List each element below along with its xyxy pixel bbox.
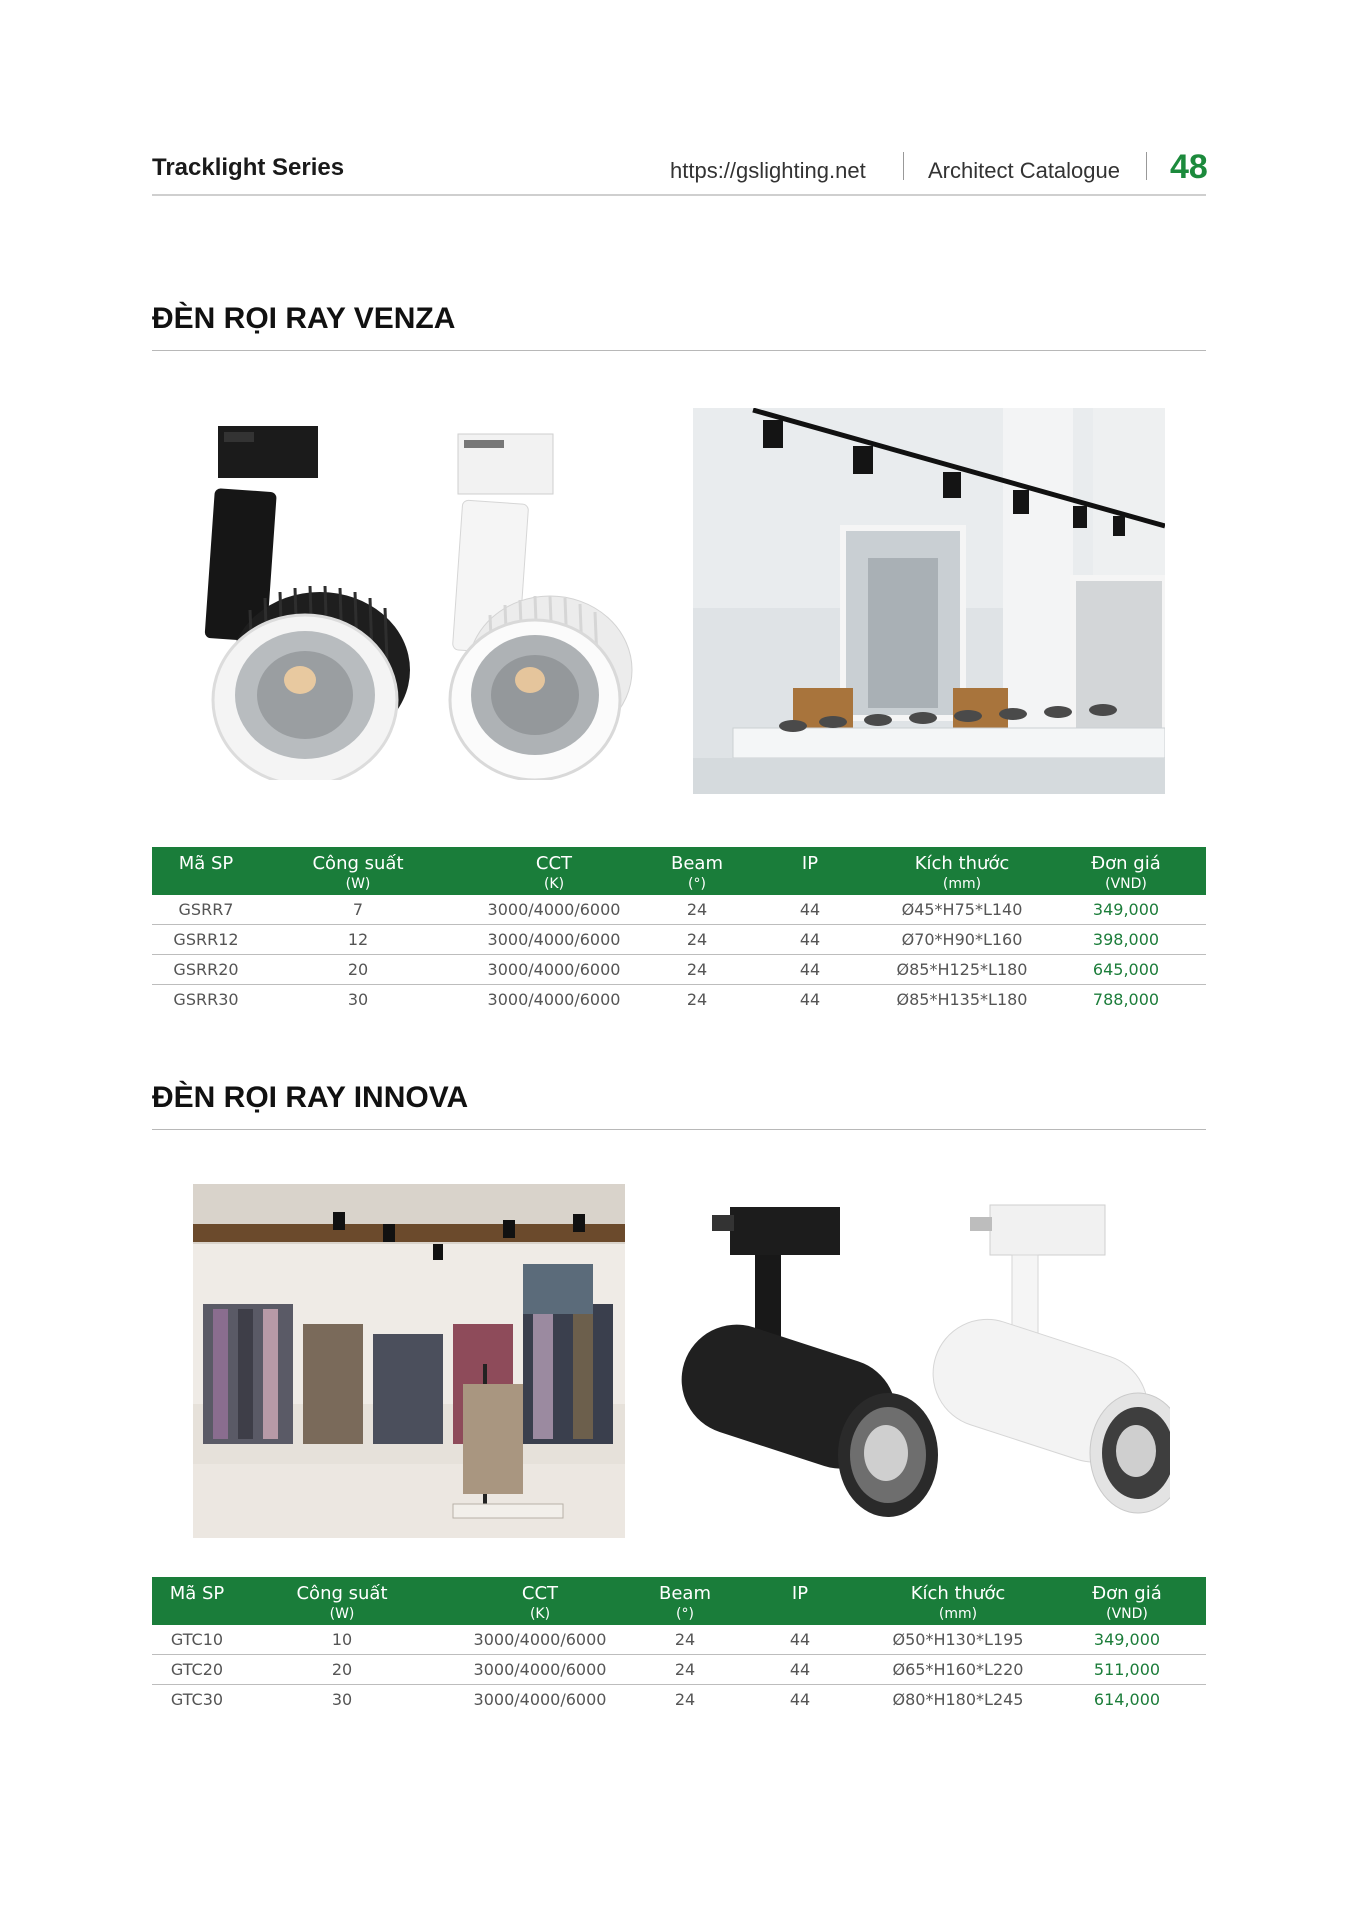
cell-ip: 44	[742, 955, 878, 985]
table-row	[152, 955, 1206, 985]
cell-price: 788,000	[1092, 990, 1160, 1009]
cell-code: GSRR12	[152, 925, 260, 955]
cell-ip: 44	[742, 925, 878, 955]
cell-price: 645,000	[1046, 955, 1206, 985]
cell-beam: 24	[686, 990, 708, 1009]
cell-beam: 24	[674, 1690, 696, 1709]
venza-scene-image	[693, 408, 1165, 794]
cell-power: 20	[242, 1655, 442, 1685]
innova-scene-image	[193, 1184, 625, 1538]
col-header-beam: Beam (°)	[671, 853, 723, 892]
table-row	[152, 925, 1206, 955]
cell-cct: 3000/4000/6000	[456, 955, 652, 985]
cell-code: GTC10	[152, 1625, 242, 1655]
section-title-venza: ĐÈN RỌI RAY VENZA	[152, 302, 456, 335]
header-divider	[1146, 152, 1147, 180]
table-header-row	[152, 1577, 1206, 1625]
header-divider	[903, 152, 904, 180]
cell-beam: 24	[652, 925, 742, 955]
cell-size: Ø45*H75*L140	[878, 895, 1046, 925]
cell-code: GTC30	[170, 1690, 224, 1709]
cell-beam: 24	[638, 1625, 732, 1655]
section-rule	[152, 1129, 1206, 1130]
cell-beam: 24	[652, 895, 742, 925]
cell-size: Ø65*H160*L220	[868, 1655, 1048, 1685]
cell-cct: 3000/4000/6000	[442, 1655, 638, 1685]
section-rule	[152, 350, 1206, 351]
catalogue-label: Architect Catalogue	[928, 158, 1120, 183]
website-link[interactable]: https://gslighting.net	[670, 158, 866, 183]
series-title: Tracklight Series	[152, 154, 345, 181]
cell-code: GSRR7	[152, 895, 260, 925]
col-header-price: Đơn giá (VND)	[1091, 853, 1161, 892]
col-header-code: Mã SP	[169, 1583, 225, 1604]
table-row	[152, 1655, 1206, 1685]
cell-cct: 3000/4000/6000	[456, 925, 652, 955]
col-header-cct: CCT (K)	[521, 1583, 559, 1622]
col-header-power: Công suất (W)	[296, 1583, 388, 1622]
cell-ip: 44	[799, 990, 821, 1009]
cell-power: 30	[347, 990, 369, 1009]
cell-power: 12	[260, 925, 456, 955]
cell-size: Ø50*H130*L195	[868, 1625, 1048, 1655]
cell-size: Ø85*H125*L180	[878, 955, 1046, 985]
col-header-beam: Beam (°)	[659, 1583, 711, 1622]
cell-power: 30	[331, 1690, 353, 1709]
cell-price: 349,000	[1046, 895, 1206, 925]
cell-size: Ø70*H90*L160	[878, 925, 1046, 955]
cell-cct: 3000/4000/6000	[442, 1625, 638, 1655]
cell-beam: 24	[638, 1655, 732, 1685]
cell-code: GSRR20	[152, 955, 260, 985]
cell-cct: 3000/4000/6000	[487, 990, 621, 1009]
col-header-ip: IP	[791, 1583, 809, 1604]
col-header-code: Mã SP	[178, 853, 234, 874]
cell-price: 349,000	[1048, 1625, 1206, 1655]
innova-spec-table	[152, 1577, 1206, 1714]
page-number: 48	[1170, 148, 1208, 186]
innova-product-image	[660, 1195, 1170, 1525]
cell-price: 398,000	[1046, 925, 1206, 955]
cell-power: 20	[260, 955, 456, 985]
cell-ip: 44	[742, 895, 878, 925]
col-header-size: Kích thước (mm)	[910, 1583, 1006, 1622]
cell-ip: 44	[732, 1655, 868, 1685]
venza-spec-table	[152, 847, 1206, 1014]
cell-price: 511,000	[1048, 1655, 1206, 1685]
col-header-ip: IP	[801, 853, 819, 874]
table-row	[152, 1685, 1206, 1715]
section-title-innova: ĐÈN RỌI RAY INNOVA	[152, 1081, 469, 1114]
cell-cct: 3000/4000/6000	[456, 895, 652, 925]
col-header-price: Đơn giá (VND)	[1092, 1583, 1162, 1622]
cell-price: 614,000	[1093, 1690, 1161, 1709]
cell-ip: 44	[732, 1625, 868, 1655]
cell-code: GSRR30	[173, 990, 239, 1009]
cell-beam: 24	[652, 955, 742, 985]
venza-product-image	[180, 410, 660, 780]
cell-cct: 3000/4000/6000	[473, 1690, 607, 1709]
cell-power: 7	[260, 895, 456, 925]
cell-size: Ø85*H135*L180	[896, 990, 1028, 1009]
cell-code: GTC20	[152, 1655, 242, 1685]
col-header-power: Công suất (W)	[312, 853, 404, 892]
table-header-row	[152, 847, 1206, 895]
table-row	[152, 895, 1206, 925]
header-rule	[152, 194, 1206, 196]
col-header-cct: CCT (K)	[535, 853, 573, 892]
cell-ip: 44	[789, 1690, 811, 1709]
col-header-size: Kích thước (mm)	[914, 853, 1010, 892]
cell-size: Ø80*H180*L245	[892, 1690, 1024, 1709]
table-row	[152, 1625, 1206, 1655]
cell-power: 10	[242, 1625, 442, 1655]
table-row	[152, 985, 1206, 1015]
